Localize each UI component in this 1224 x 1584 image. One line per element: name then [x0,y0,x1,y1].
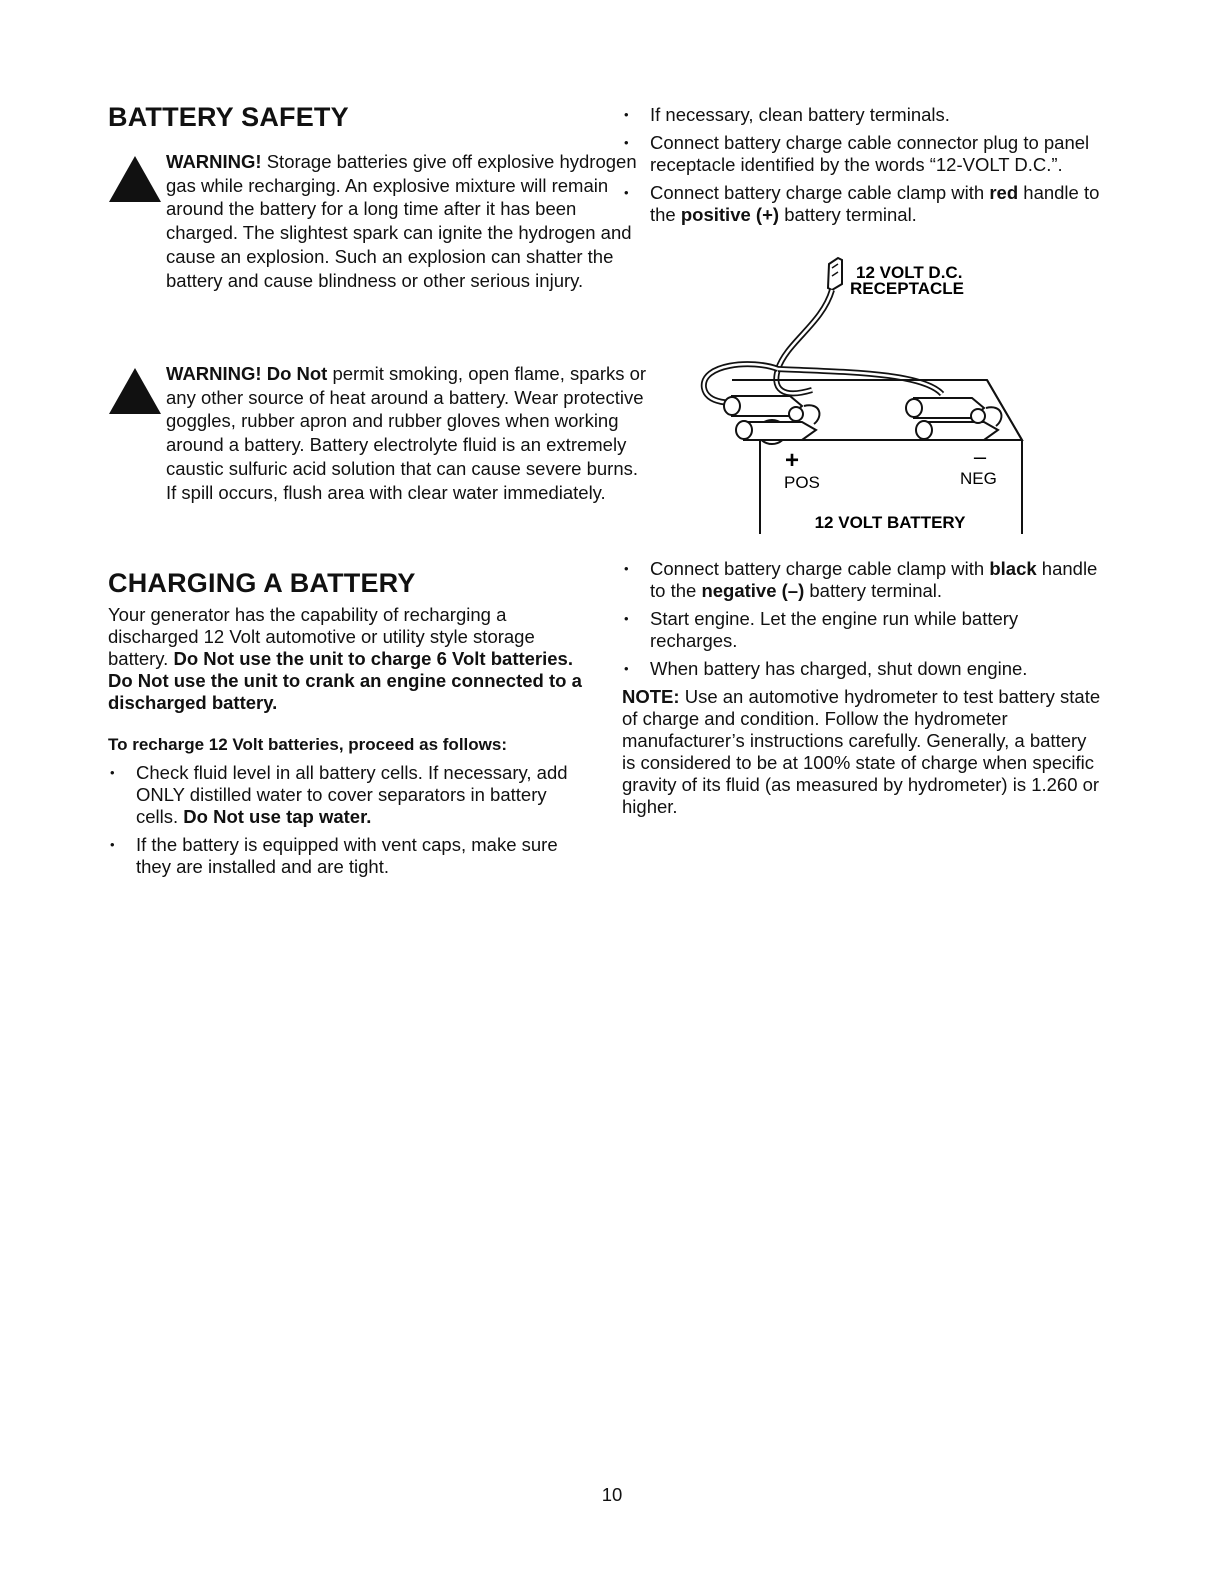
step-text: Connect battery charge cable clamp with [650,182,985,203]
battery-safety-heading: BATTERY SAFETY [108,102,349,132]
intro-bold-text: Do Not use the unit to charge 6 Volt batteries. Do Not use the unit to crank an engine connected to a discharged battery. [108,648,582,713]
warning-text: permit smoking, open flame, sparks or any other source of heat around a battery. Wear protective goggles, rubber apron and rubber gloves when working around a battery. Battery electrolyte fluid is an extremely caustic sulfuric acid solution that can cause severe burns. If spill occurs, flush area with clear water immediately. [166,363,647,503]
step-bold: black [989,558,1037,579]
note-text: Use an automotive hydrometer to test battery state of charge and condition. Follow the hydrometer manufacturer’s instructions carefully. Generally, a battery is considered to be at 100% state of charge when specific gravity of its fluid (as measured by hydrometer) is 1.260 or higher. [622,686,1101,817]
step-bold: Do Not use tap water. [183,806,372,827]
receptacle-label-line2: RECEPTACLE [850,279,964,298]
step-text: Check fluid level in all battery cells. If necessary, add ONLY distilled water to cover separators in battery cells. [136,762,568,827]
warning-smoking [108,362,651,504]
step-bold: positive (+) [680,204,780,225]
neg-label: NEG [960,469,997,488]
step-bold: red [989,182,1019,203]
step-text: handle to the [650,182,1100,225]
list-item [622,558,1102,602]
warning-hydrogen [108,150,651,292]
warning-do-not: Do Not [266,363,328,384]
step-bold: negative (–) [701,580,805,601]
list-item: • Start engine. Let the engine run while battery recharges. [622,608,1102,652]
intro-text: Your generator has the capability of recharging a discharged 12 Volt automotive or utility style storage battery. [108,604,535,669]
warning-triangle-icon [108,155,162,203]
warning-label: WARNING! [166,363,262,384]
list-item [108,762,593,828]
warning-label: WARNING! [166,151,262,172]
page-number: 10 [601,1484,623,1505]
recharge-subheading: To recharge 12 Volt batteries, proceed as follows: [108,735,507,754]
list-item: • If the battery is equipped with vent caps, make sure they are installed and are tight. [108,834,593,878]
step-text: handle to the [650,558,1098,601]
receptacle-plug-icon [828,258,842,290]
step-text: Connect battery charge cable clamp with [650,558,985,579]
step-text: battery terminal. [809,580,943,601]
plus-sign: + [784,447,800,474]
positive-clamp-icon [724,396,819,444]
step-text: battery terminal. [784,204,917,225]
steps-list-right-bottom [622,558,1102,680]
warning-text: Storage batteries give off explosive hydrogen gas while recharging. An explosive mixture will remain around the battery for a long time after it has been charged. The slightest spark can ignite the hydrogen and cause an explosion. Such an explosion can shatter the battery and cause blindness or other serious injury. [166,151,637,291]
negative-clamp-icon [906,398,1001,440]
minus-sign: – [973,444,987,469]
list-item: • If necessary, clean battery terminals. [622,104,1102,126]
list-item: • Connect battery charge cable connector plug to panel receptacle identified by the words “12-VOLT D.C.”. [622,132,1102,176]
receptacle-label-line1: 12 VOLT D.C. [856,263,963,282]
charging-intro [108,604,593,714]
steps-list-left [108,762,593,878]
list-item: • When battery has charged, shut down engine. [622,658,1102,680]
note-label: NOTE: [622,686,680,707]
battery-charging-diagram [692,254,1072,539]
battery-label: 12 VOLT BATTERY [814,513,966,532]
list-item [622,182,1102,226]
pos-label: POS [784,473,820,492]
steps-list-right-top [622,104,1102,226]
note-paragraph [622,686,1102,818]
charging-heading: CHARGING A BATTERY [108,568,416,598]
warning-triangle-icon [108,367,162,415]
